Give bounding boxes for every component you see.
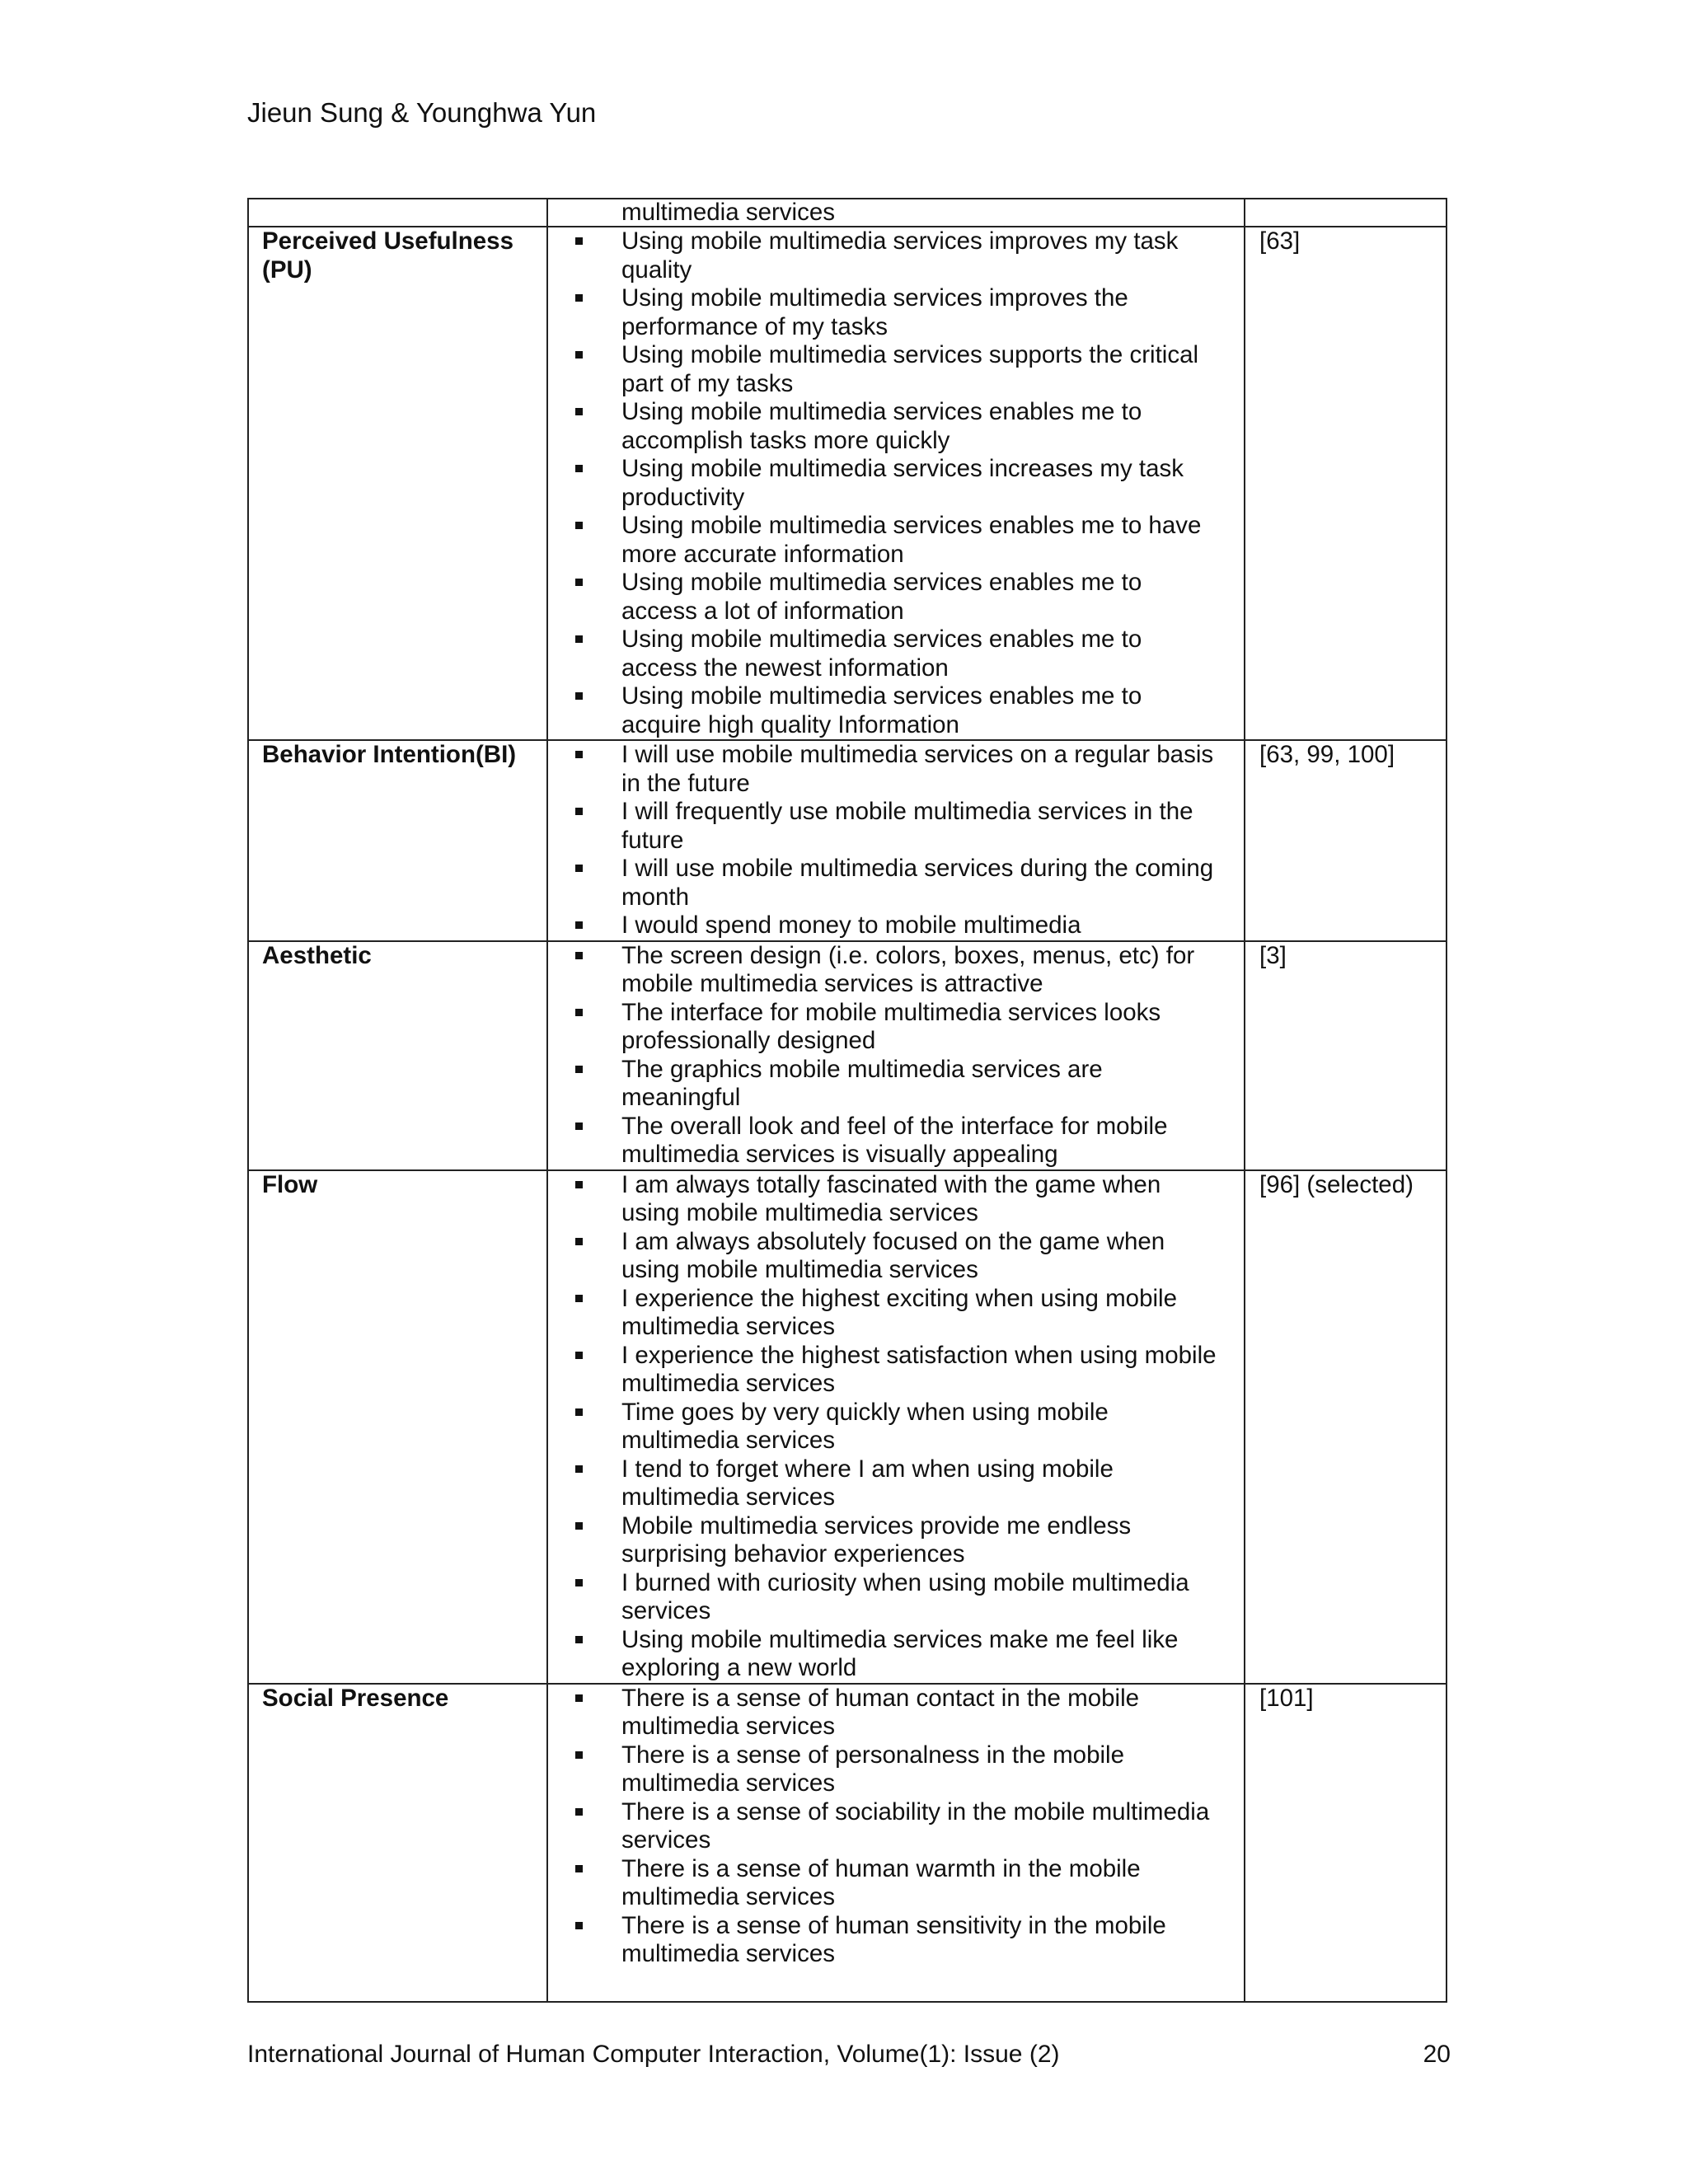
reference-cell (1245, 199, 1447, 227)
table-row (248, 1684, 1447, 2002)
list-item: Using mobile multimedia services supports the critical part of my tasks (548, 341, 1244, 398)
construct-cell: Flow (248, 1170, 547, 1684)
list-item: There is a sense of human sensitivity in the mobile multimedia services (548, 1912, 1244, 1969)
construct-cell: Behavior Intention(BI) (248, 740, 547, 941)
list-item: Using mobile multimedia services improves the performance of my tasks (548, 284, 1244, 341)
running-header: Jieun Sung & Younghwa Yun (247, 97, 597, 128)
table-row (248, 199, 1447, 227)
list-item: The interface for mobile multimedia services looks professionally designed (548, 999, 1244, 1056)
reference-cell: [63, 99, 100] (1245, 740, 1447, 941)
list-item: There is a sense of sociability in the mobile multimedia services (548, 1798, 1244, 1855)
list-item: Using mobile multimedia services enables me to have more accurate information (548, 512, 1244, 569)
table-row (248, 227, 1447, 740)
construct-cell: Social Presence (248, 1684, 547, 2002)
item-list (548, 1171, 1244, 1683)
list-item: Using mobile multimedia services enables me to accomplish tasks more quickly (548, 398, 1244, 455)
reference-cell: [63] (1245, 227, 1447, 740)
items-cell (547, 227, 1245, 740)
construct-cell: Aesthetic (248, 941, 547, 1170)
item-list (548, 1685, 1244, 1969)
construct-cell (248, 199, 547, 227)
list-item: Time goes by very quickly when using mobile multimedia services (548, 1399, 1244, 1455)
list-item: Using mobile multimedia services enables me to access a lot of information (548, 569, 1244, 626)
list-item: Using mobile multimedia services enables me to access the newest information (548, 626, 1244, 682)
items-cell (547, 941, 1245, 1170)
list-item: I burned with curiosity when using mobile multimedia services (548, 1569, 1244, 1626)
list-item: Using mobile multimedia services enables me to acquire high quality Information (548, 682, 1244, 739)
measurement-items-table (247, 198, 1447, 2003)
table-row (248, 941, 1447, 1170)
page-footer (247, 2041, 1451, 2069)
list-item: I will use mobile multimedia services during the coming month (548, 855, 1244, 912)
table-row (248, 1170, 1447, 1684)
items-cell (547, 1684, 1245, 2002)
list-item: I would spend money to mobile multimedia (548, 912, 1244, 940)
list-item: Using mobile multimedia services increases my task productivity (548, 455, 1244, 512)
list-item: The screen design (i.e. colors, boxes, menus, etc) for mobile multimedia services is attractive (548, 942, 1244, 999)
reference-cell: [96] (selected) (1245, 1170, 1447, 1684)
list-item: I experience the highest exciting when using mobile multimedia services (548, 1285, 1244, 1342)
items-cell (547, 740, 1245, 941)
list-item: The overall look and feel of the interface for mobile multimedia services is visually appealing (548, 1113, 1244, 1169)
list-item: There is a sense of human contact in the mobile multimedia services (548, 1685, 1244, 1741)
item-list (548, 227, 1244, 739)
item-list (548, 741, 1244, 940)
list-item: I will frequently use mobile multimedia services in the future (548, 798, 1244, 855)
items-cell (547, 1170, 1245, 1684)
reference-cell: [3] (1245, 941, 1447, 1170)
list-item: I tend to forget where I am when using mobile multimedia services (548, 1455, 1244, 1512)
list-item: The graphics mobile multimedia services are meaningful (548, 1056, 1244, 1113)
list-item: Mobile multimedia services provide me endless surprising behavior experiences (548, 1512, 1244, 1569)
continuation-text: multimedia services (621, 199, 836, 226)
items-cell (547, 199, 1245, 227)
reference-cell: [101] (1245, 1684, 1447, 2002)
list-item: I am always absolutely focused on the game when using mobile multimedia services (548, 1228, 1244, 1285)
table-row (248, 740, 1447, 941)
item-list (548, 942, 1244, 1169)
list-item: There is a sense of personalness in the mobile multimedia services (548, 1741, 1244, 1798)
page-number: 20 (1423, 2041, 1451, 2068)
journal-citation: International Journal of Human Computer Interaction, Volume(1): Issue (2) (247, 2041, 1060, 2068)
list-item: I am always totally fascinated with the game when using mobile multimedia services (548, 1171, 1244, 1228)
list-item: Using mobile multimedia services make me feel like exploring a new world (548, 1626, 1244, 1683)
list-item: There is a sense of human warmth in the mobile multimedia services (548, 1855, 1244, 1912)
list-item: I will use mobile multimedia services on a regular basis in the future (548, 741, 1244, 798)
list-item: I experience the highest satisfaction when using mobile multimedia services (548, 1342, 1244, 1399)
list-item: Using mobile multimedia services improves my task quality (548, 227, 1244, 284)
construct-cell: Perceived Usefulness (PU) (248, 227, 547, 740)
